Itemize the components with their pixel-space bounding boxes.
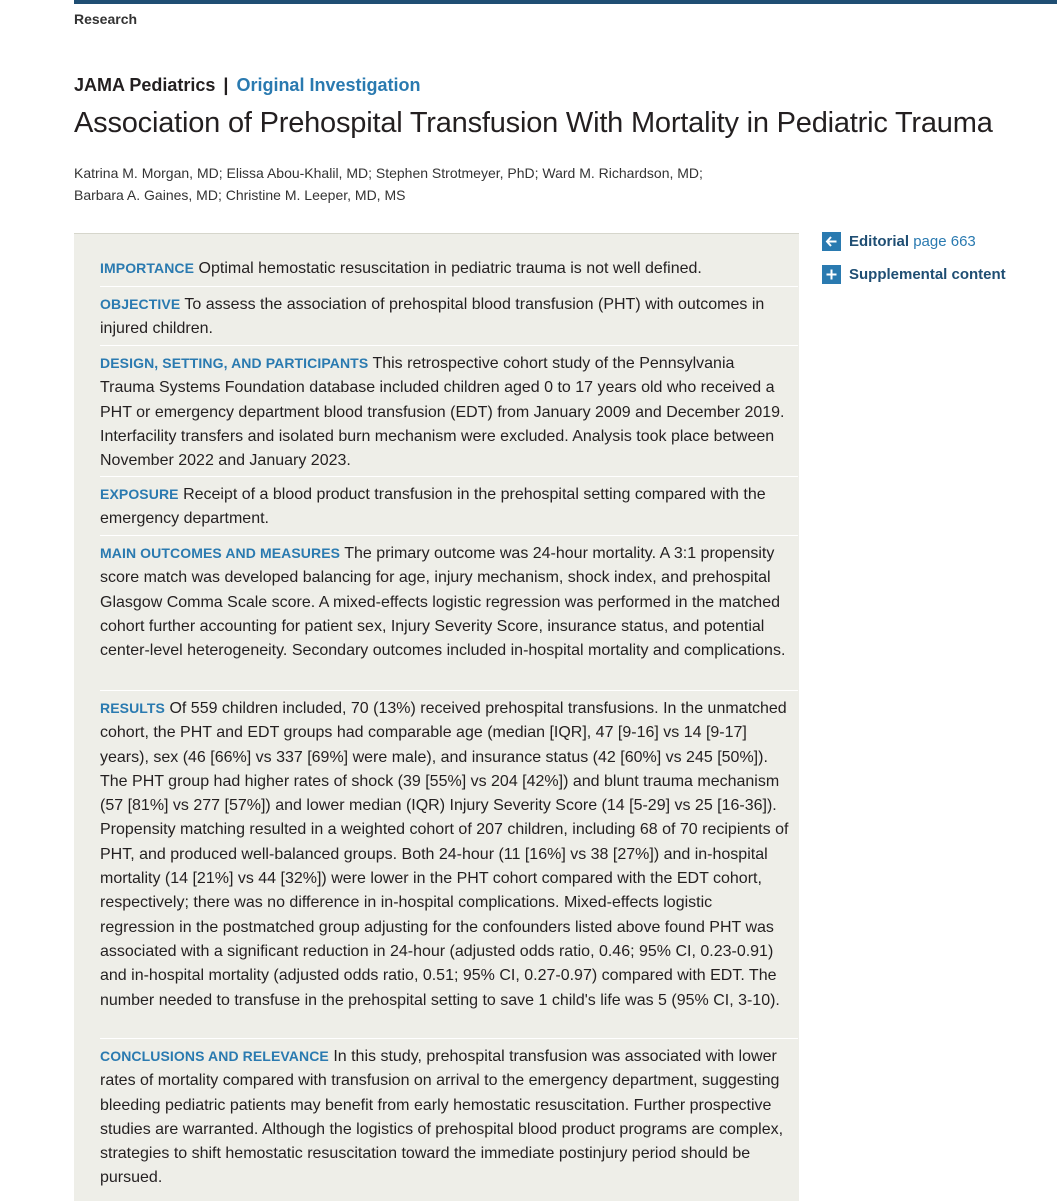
abstract-heading: CONCLUSIONS AND RELEVANCE bbox=[100, 1048, 329, 1064]
section-divider bbox=[100, 1038, 798, 1039]
abstract-box bbox=[74, 233, 799, 1201]
section-divider bbox=[100, 690, 798, 691]
supplemental-content-link[interactable] bbox=[822, 265, 1006, 284]
abstract-heading: EXPOSURE bbox=[100, 486, 179, 502]
abstract-heading: MAIN OUTCOMES AND MEASURES bbox=[100, 545, 341, 561]
journal-header bbox=[74, 75, 420, 96]
abstract-text: Receipt of a blood product transfusion in the prehospital setting compared with the emergency department. bbox=[100, 486, 766, 528]
header-separator: | bbox=[223, 75, 229, 95]
section-divider bbox=[100, 476, 798, 477]
supplemental-label: Supplemental content bbox=[849, 266, 1006, 283]
abstract-results bbox=[100, 696, 790, 1013]
abstract-heading: RESULTS bbox=[100, 700, 165, 716]
abstract-text: To assess the association of prehospital blood transfusion (PHT) with outcomes in injured children. bbox=[100, 296, 765, 338]
abstract-heading: DESIGN, SETTING, AND PARTICIPANTS bbox=[100, 355, 369, 371]
abstract-outcomes bbox=[100, 541, 790, 663]
plus-icon bbox=[822, 265, 841, 284]
section-divider bbox=[100, 535, 798, 536]
article-title: Association of Prehospital Transfusion With Mortality in Pediatric Trauma bbox=[74, 107, 993, 139]
arrow-left-icon bbox=[822, 232, 841, 251]
abstract-text: The primary outcome was 24-hour mortality. A 3:1 propensity score match was developed balancing for age, injury mechanism, shock index, and prehospital Glasgow Comma Scale score. A mixed-effects logistic regression was performed in the matched cohort further accounting for patient sex, Injury Severity Score, insurance status, and potential center-level heterogeneity. Secondary outcomes included in-hospital mortality and complications. bbox=[100, 545, 786, 660]
journal-name: JAMA Pediatrics bbox=[74, 75, 216, 95]
top-rule bbox=[74, 0, 1057, 4]
abstract-heading: IMPORTANCE bbox=[100, 260, 195, 276]
abstract-objective bbox=[100, 292, 790, 342]
section-divider bbox=[100, 345, 798, 346]
article-type: Original Investigation bbox=[236, 75, 421, 95]
abstract-text: Of 559 children included, 70 (13%) received prehospital transfusions. In the unmatched cohort, the PHT and EDT groups had comparable age (median [IQR], 47 [9-16] vs 14 [9-17] years), sex (46 [66%] vs 337 [69%] were male), and insurance status (42 [60%] vs 245 [50%]). The PHT group had higher rates of shock (39 [55%] vs 204 [42%]) and blunt trauma mechanism (57 [81%] vs 277 [57%]) and lower median (IQR) Injury Severity Score (14 [5-29] vs 25 [16-36]). Propensity matching resulted in a weighted cohort of 207 children, including 68 of 70 recipients of PHT, and produced well-balanced groups. Both 24-hour (11 [16%] vs 38 [27%]) and in-hospital mortality (14 [21%] vs 44 [32%]) were lower in the PHT cohort compared with the EDT cohort, respectively; there was no difference in in-hospital complications. Mixed-effects logistic regression in the postmatched group adjusting for the confounders listed above found PHT was associated with a significant reduction in 24-hour (adjusted odds ratio, 0.46; 95% CI, 0.23-0.91) and in-hospital mortality (adjusted odds ratio, 0.51; 95% CI, 0.27-0.97) compared with EDT. The number needed to transfuse in the prehospital setting to save 1 child's life was 5 (95% CI, 3-10). bbox=[100, 700, 789, 1009]
abstract-heading: OBJECTIVE bbox=[100, 296, 181, 312]
abstract-text: Optimal hemostatic resuscitation in pediatric trauma is not well defined. bbox=[198, 260, 702, 277]
editorial-label: Editorial bbox=[849, 233, 910, 250]
abstract-text: In this study, prehospital transfusion was associated with lower rates of mortality compared with transfusion on arrival to the emergency department, suggesting bleeding pediatric patients may benefit from early hemostatic resuscitation. Further prospective studies are warranted. Although the logistics of prehospital blood product programs are complex, strategies to shift hemostatic resuscitation toward the immediate postinjury period should be pursued. bbox=[100, 1048, 784, 1187]
editorial-link[interactable] bbox=[822, 232, 976, 251]
abstract-importance bbox=[100, 256, 790, 281]
author-line: Katrina M. Morgan, MD; Elissa Abou-Khalil, MD; Stephen Strotmeyer, PhD; Ward M. Richardson, MD; bbox=[74, 165, 703, 181]
abstract-exposure bbox=[100, 482, 790, 532]
editorial-page: page 663 bbox=[913, 233, 976, 250]
abstract-conclusions bbox=[100, 1044, 790, 1191]
section-label: Research bbox=[74, 11, 138, 27]
abstract-design bbox=[100, 351, 790, 473]
author-line: Barbara A. Gaines, MD; Christine M. Leeper, MD, MS bbox=[74, 187, 406, 203]
author-list bbox=[74, 162, 774, 206]
abstract-text: This retrospective cohort study of the Pennsylvania Trauma Systems Foundation database included children aged 0 to 17 years old who received a PHT or emergency department blood transfusion (EDT) from January 2009 and December 2019. Interfacility transfers and isolated burn mechanism were excluded. Analysis took place between November 2022 and January 2023. bbox=[100, 355, 785, 470]
section-divider bbox=[100, 286, 798, 287]
